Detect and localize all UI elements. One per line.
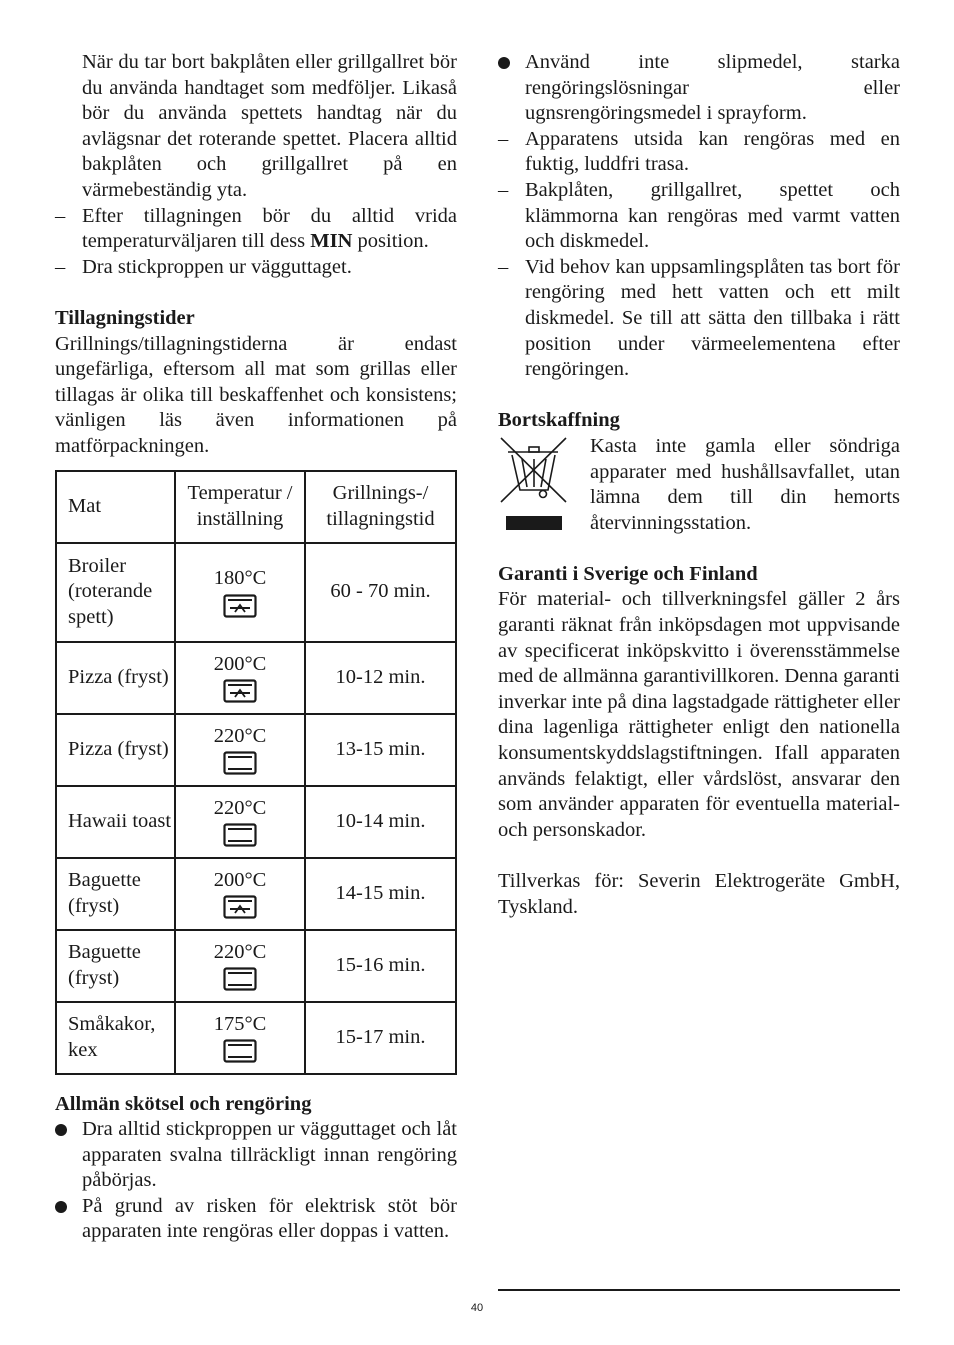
disposal-text: Kasta inte gamla eller söndriga apparater med hushållsavfallet, utan lämna dem till din hemorts återvinningsstation.	[590, 434, 900, 534]
temperature-cell	[175, 858, 305, 930]
cooking-times-paragraph: Grillnings/tillagningstiderna är endast ungefärliga, eftersom all mat som grillas eller tillagas är olika till beskaffenhet och konsistens; vänligen läs även informationen på matförpackningen.	[55, 332, 457, 457]
dash-marker: –	[55, 255, 66, 278]
footer-rule	[498, 1289, 900, 1291]
dash-item-accessories: – Bakplåten, grillgallret, spettet och klämmorna kan rengöras med varmt vatten och diskmedel.	[498, 178, 900, 253]
temperature-value: 220°C	[213, 940, 267, 963]
dash-item-unplug: – Dra stickproppen ur vägguttaget.	[55, 255, 457, 281]
page-number: 40	[470, 1302, 484, 1314]
temperature-cell	[175, 930, 305, 1002]
cooking-time-cell: 15-17 min.	[305, 1002, 456, 1074]
warranty-heading: Garanti i Sverige och Finland	[498, 562, 758, 585]
grill-rotisserie-icon	[223, 679, 257, 703]
food-cell: Broiler (roterande spett)	[56, 543, 175, 642]
manufacturer-note: Tillverkas för: Severin Elektrogeräte GmbH, Tyskland.	[498, 870, 900, 918]
crossed-out-wheelie-bin-icon	[498, 434, 574, 532]
temperature-cell	[175, 714, 305, 786]
left-column	[55, 50, 457, 1245]
cooking-time-cell: 13-15 min.	[305, 714, 456, 786]
temperature-value: 200°C	[213, 868, 267, 891]
cleaning-bullet-abrasives: Använd inte slipmedel, starka rengöringslösningar eller ugnsrengöringsmedel i sprayform.	[498, 50, 900, 127]
dash-item-crumb-tray: – Vid behov kan uppsamlingsplåten tas bort för rengöring med hett vatten och ett milt diskmedel. Se till att sätta den tillbaka i rätt position under värmeelementena efter rengöringen.	[498, 255, 900, 381]
food-cell: Baguette (fryst)	[56, 858, 175, 930]
cooking-time-cell: 10-12 min.	[305, 642, 456, 714]
table-body	[56, 543, 456, 1074]
header-temperature: Temperatur / inställning	[175, 471, 305, 543]
table-row	[56, 714, 456, 786]
dash-item-min: – Efter tillagningen bör du alltid vrida temperaturväljaren till dess MIN position.	[55, 204, 457, 253]
care-bullet-2: På grund av risken för elektrisk stöt bör apparaten inte rengöras eller doppas i vatten.	[55, 1194, 457, 1245]
top-bottom-heat-icon	[223, 1039, 257, 1063]
disposal-heading: Bortskaffning	[498, 409, 620, 432]
top-bottom-heat-icon	[223, 823, 257, 847]
grill-rotisserie-icon	[223, 594, 257, 618]
cooking-times-heading: Tillagningstider	[55, 306, 195, 329]
disposal-section	[498, 434, 900, 536]
temperature-value: 175°C	[213, 1012, 267, 1035]
dash-marker: –	[498, 255, 509, 278]
temperature-cell	[175, 1002, 305, 1074]
top-bottom-heat-icon	[223, 751, 257, 775]
cooking-time-cell: 60 - 70 min.	[305, 543, 456, 642]
table-row	[56, 786, 456, 858]
header-food: Mat	[56, 471, 175, 543]
table-row	[56, 858, 456, 930]
care-bullet-1: Dra alltid stickproppen ur vägguttaget och låt apparaten svalna tillräckligt innan rengöring påbörjas.	[55, 1117, 457, 1194]
warranty-text: För material- och tillverkningsfel gäller 2 års garanti räknat från inköpsdagen mot uppvisande av specificerat inköpskvitto i överensstämmelse med de allmänna garantivillkoren. Denna garanti inverkar inte på dina lagstadgade rättigheter eller dina lagenliga rättigheter enligt den nationella konsumentskyddslagstiftningen. Ifall apparaten används felaktigt, eller vårdslöst, ansvarar den som använder apparaten för eventuella material- och personskador.	[498, 588, 900, 841]
table-row	[56, 930, 456, 1002]
right-column	[498, 50, 900, 920]
care-heading: Allmän skötsel och rengöring	[55, 1092, 312, 1115]
food-cell: Småkakor, kex	[56, 1002, 175, 1074]
temperature-cell	[175, 786, 305, 858]
temperature-value: 180°C	[213, 567, 267, 590]
temperature-cell	[175, 543, 305, 642]
cooking-time-cell: 14-15 min.	[305, 858, 456, 930]
food-cell: Baguette (fryst)	[56, 930, 175, 1002]
top-bottom-heat-icon	[223, 967, 257, 991]
dash-item-exterior: – Apparatens utsida kan rengöras med en fuktig, luddfri trasa.	[498, 127, 900, 176]
food-cell: Pizza (fryst)	[56, 714, 175, 786]
table-row	[56, 1002, 456, 1074]
temperature-value: 200°C	[213, 652, 267, 675]
dash-marker: –	[498, 178, 509, 201]
dash-marker: –	[55, 204, 66, 227]
bullet-dot-icon	[55, 1201, 67, 1213]
bullet-dot-icon	[498, 57, 510, 69]
table-row	[56, 642, 456, 714]
temperature-value: 220°C	[213, 796, 267, 819]
intro-paragraph: När du tar bort bakplåten eller grillgallret bör du använda handtaget som medföljer. Likaså bör du använda spettets handtag när du avlägsnar det roterande spettet. Placera alltid bakplåten och grillgallret på en värmebeständig yta.	[82, 51, 457, 201]
bullet-dot-icon	[55, 1124, 67, 1136]
temperature-cell	[175, 642, 305, 714]
temperature-value: 220°C	[213, 724, 267, 747]
cooking-time-cell: 10-14 min.	[305, 786, 456, 858]
cooking-times-table	[55, 470, 457, 1075]
food-cell: Pizza (fryst)	[56, 642, 175, 714]
grill-rotisserie-icon	[223, 895, 257, 919]
food-cell: Hawaii toast	[56, 786, 175, 858]
min-label: MIN	[310, 230, 353, 253]
header-cooking-time: Grillnings-/ tillagningstid	[305, 471, 456, 543]
table-row	[56, 543, 456, 642]
cooking-time-cell: 15-16 min.	[305, 930, 456, 1002]
dash-marker: –	[498, 127, 509, 150]
